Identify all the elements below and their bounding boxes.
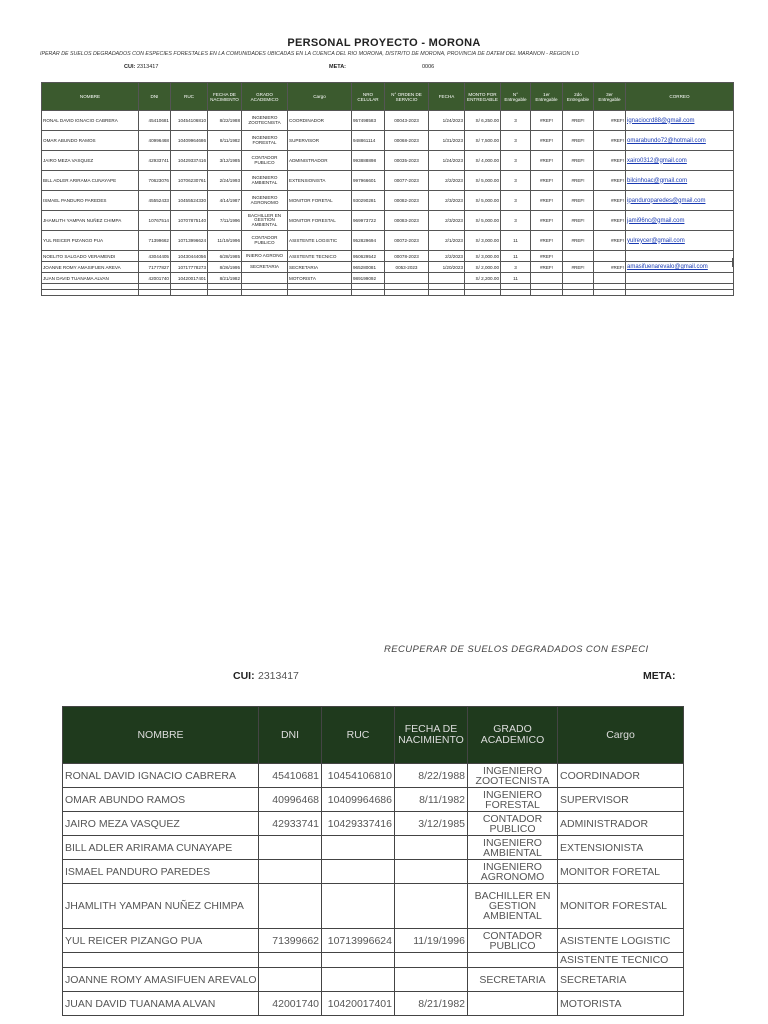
cell-fecha: 1/20/2023 — [429, 262, 465, 273]
cell-nombre: JAIRO MEZA VASQUEZ — [42, 151, 139, 171]
zoom-column-header: DNI — [259, 707, 322, 764]
cell-orden: 00078-2023 — [385, 251, 429, 262]
email-link[interactable]: amasifuenarevalo@gmail.com — [626, 262, 734, 273]
column-header: N° Entregable — [501, 83, 531, 111]
table-row — [42, 273, 734, 284]
cell-nent: 3 — [501, 131, 531, 151]
cell-cel: 930290281 — [352, 191, 385, 211]
zoom-cell-cargo: MONITOR FORESTAL — [558, 884, 684, 929]
cell-nac: 3/12/1985 — [208, 151, 242, 171]
cell-nent: 3 — [501, 191, 531, 211]
column-header: N° ORDEN DE SERVICIO — [385, 83, 429, 111]
cell-nac: 8/21/1982 — [208, 273, 242, 284]
cell-e1: #REF! — [531, 111, 563, 131]
zoom-cell-nombre: JAIRO MEZA VASQUEZ — [63, 812, 259, 836]
cell-e3: #REF! — [594, 151, 626, 171]
zoom-table-row — [63, 884, 684, 929]
zoom-cell-nac: 8/11/1982 — [395, 788, 468, 812]
email-link[interactable]: bilcinhoac@gmail.com — [626, 171, 734, 191]
zoom-meta-label: META: — [643, 670, 676, 682]
table-row — [42, 211, 734, 231]
zoom-table-row — [63, 812, 684, 836]
zoom-cui-label: CUI: — [233, 670, 255, 682]
cell-cel: 969973722 — [352, 211, 385, 231]
cell-grado: INGENIERO ZOOTECNISTA — [242, 111, 288, 131]
cell-nent: 3 — [501, 262, 531, 273]
cell-cel: 993888898 — [352, 151, 385, 171]
cell-nombre: YUL REICER PIZANGO PUA — [42, 231, 139, 251]
zoom-cell-nac — [395, 884, 468, 929]
cell-grado: INIERO AGRONO — [242, 251, 288, 262]
zoom-cell-nombre — [63, 953, 259, 968]
cell-monto: S/ 3,000.00 — [465, 231, 501, 251]
cell-grado: INGENIERO FORESTAL — [242, 131, 288, 151]
zoom-cell-ruc: 10409964686 — [322, 788, 395, 812]
cell-orden: 00083-2023 — [385, 211, 429, 231]
cell-nombre: JOANNE ROMY AMASIFUEN AREVA — [42, 262, 139, 273]
cui-label: CUI: — [124, 64, 136, 70]
cell-e2: #REF! — [563, 211, 594, 231]
cell-cel: 965280081 — [352, 262, 385, 273]
email-link[interactable]: omarabundo72@hotmail.com — [626, 131, 734, 151]
column-header: GRADO ACADEMICO — [242, 83, 288, 111]
cell-monto: S/ 6,250.00 — [465, 111, 501, 131]
cell-fecha: 2/1/2023 — [429, 231, 465, 251]
zoom-subtitle: RECUPERAR DE SUELOS DEGRADADOS CON ESPECI — [384, 644, 649, 655]
zoom-cell-nac — [395, 836, 468, 860]
cell-fecha: 2/3/2023 — [429, 211, 465, 231]
zoom-cell-ruc: 10429337416 — [322, 812, 395, 836]
cell-monto: S/ 3,000.00 — [465, 251, 501, 262]
cell-cargo: MONITOR FORETAL — [288, 191, 352, 211]
cell-dni: 45410681 — [139, 111, 171, 131]
cell-e3: #REF! — [594, 191, 626, 211]
zoom-column-header: GRADO ACADEMICO — [468, 707, 558, 764]
cell-dni: 70623076 — [139, 171, 171, 191]
cell-nac: 7/11/1996 — [208, 211, 242, 231]
zoom-cell-grado: CONTADOR PUBLICO — [468, 929, 558, 953]
zoom-cell-ruc: 10713996624 — [322, 929, 395, 953]
cell-nent: 3 — [501, 171, 531, 191]
table-header-row — [42, 83, 734, 111]
cell-e3: #REF! — [594, 131, 626, 151]
cell-cargo: ASISTENTE TECNICO — [288, 251, 352, 262]
cell-e2: #REF! — [563, 231, 594, 251]
column-header: NRO CELULAR — [352, 83, 385, 111]
cell-e1: #REF! — [531, 191, 563, 211]
cell-orden: 0053-2023 — [385, 262, 429, 273]
column-header: 1er Entregable — [531, 83, 563, 111]
cell-cargo: EXTENSIONISTA — [288, 171, 352, 191]
zoom-cell-cargo: ADMINISTRADOR — [558, 812, 684, 836]
meta-label: META: — [329, 64, 347, 70]
zoom-cell-grado — [468, 992, 558, 1016]
zoom-cell-nac: 8/21/1982 — [395, 992, 468, 1016]
cell-nombre: BILL ADLER ARIRAMA CUNAYAPE — [42, 171, 139, 191]
zoom-cell-grado: BACHILLER EN GESTION AMBIENTAL — [468, 884, 558, 929]
cell-e1: #REF! — [531, 211, 563, 231]
zoom-cell-nombre: YUL REICER PIZANGO PUA — [63, 929, 259, 953]
cell-cargo: MOTORISTA — [288, 273, 352, 284]
cell-monto: S/ 5,000.00 — [465, 191, 501, 211]
cell-cargo: SECRETARIA — [288, 262, 352, 273]
zoom-header-row — [63, 707, 684, 764]
cell-orden: 00082-2023 — [385, 191, 429, 211]
cell-cargo: ASISTENTE LOGISTIC — [288, 231, 352, 251]
zoom-cell-dni: 42001740 — [259, 992, 322, 1016]
cell-e2: #REF! — [563, 262, 594, 273]
column-header: RUC — [171, 83, 208, 111]
cell-ruc: 10707875140 — [171, 211, 208, 231]
zoom-cell-dni — [259, 836, 322, 860]
cell-e1: #REF! — [531, 151, 563, 171]
cell-e3 — [594, 251, 626, 262]
cell-orden: 00072-2023 — [385, 231, 429, 251]
cell-cel: 957498583 — [352, 111, 385, 131]
cell-nac: 8/26/1995 — [208, 262, 242, 273]
table-row — [42, 191, 734, 211]
cell-e3: #REF! — [594, 211, 626, 231]
zoom-column-header: RUC — [322, 707, 395, 764]
cell-nent: 3 — [501, 151, 531, 171]
cell-orden — [385, 273, 429, 284]
zoom-cell-nombre: BILL ADLER ARIRAMA CUNAYAPE — [63, 836, 259, 860]
cell-ruc: 10409964686 — [171, 131, 208, 151]
cell-nombre: JHAMLITH YAMPAN NUÑEZ CHIMPA — [42, 211, 139, 231]
table-row — [42, 151, 734, 171]
zoom-cell-cargo: MOTORISTA — [558, 992, 684, 1016]
cell-dni: 42001740 — [139, 273, 171, 284]
zoom-cell-dni: 45410681 — [259, 764, 322, 788]
cell-monto: S/ 2,200.00 — [465, 273, 501, 284]
cell-nac: 2/24/1993 — [208, 171, 242, 191]
cell-e2: #REF! — [563, 111, 594, 131]
cell-dni: 10767514 — [139, 211, 171, 231]
zoom-cell-dni — [259, 968, 322, 992]
zoom-cell-dni: 42933741 — [259, 812, 322, 836]
cell-ruc: 10454106810 — [171, 111, 208, 131]
zoom-cell-ruc — [322, 968, 395, 992]
cell-nac: 4/14/1987 — [208, 191, 242, 211]
email-link[interactable]: xairo0312@gmail.com — [626, 151, 734, 171]
zoom-cell-grado: INGENIERO FORESTAL — [468, 788, 558, 812]
zoom-cell-dni: 71399662 — [259, 929, 322, 953]
cell-cel: 950629542 — [352, 251, 385, 262]
cell-monto: S/ 4,000.00 — [465, 151, 501, 171]
cell-orden: 00077-2023 — [385, 171, 429, 191]
cell-cel: 989199092 — [352, 273, 385, 284]
cell-cel: 997966601 — [352, 171, 385, 191]
cell-ruc: 10706230761 — [171, 171, 208, 191]
cell-ruc: 10455524330 — [171, 191, 208, 211]
cell-orden: 00068-2023 — [385, 131, 429, 151]
zoom-cell-cargo: SUPERVISOR — [558, 788, 684, 812]
zoom-cell-dni: 40996468 — [259, 788, 322, 812]
column-header: DNI — [139, 83, 171, 111]
zoom-cell-dni — [259, 953, 322, 968]
email-link[interactable]: yulreycer@gmail.com — [626, 231, 734, 251]
cell-fecha: 2/3/2023 — [429, 191, 465, 211]
cell-nombre: RONAL DAVID IGNACIO CABRERA — [42, 111, 139, 131]
cell-e1: #REF! — [531, 131, 563, 151]
zoom-cell-grado: INGENIERO AMBIENTAL — [468, 836, 558, 860]
cell-nent: 11 — [501, 273, 531, 284]
cell-fecha: 1/31/2023 — [429, 131, 465, 151]
zoom-cui-value: 2313417 — [258, 670, 299, 682]
table-row — [42, 111, 734, 131]
zoom-table-row — [63, 968, 684, 992]
meta-value: 0006 — [422, 64, 435, 70]
column-header: NOMBRE — [42, 83, 139, 111]
cell-nac: 6/28/1985 — [208, 251, 242, 262]
zoom-cell-nombre: JHAMLITH YAMPAN NUÑEZ CHIMPA — [63, 884, 259, 929]
zoom-table-row — [63, 788, 684, 812]
zoom-cell-grado: SECRETARIA — [468, 968, 558, 992]
cui-value: 2313417 — [137, 64, 159, 70]
cell-orden: 00043-2023 — [385, 111, 429, 131]
cell-fecha — [429, 273, 465, 284]
email-link[interactable]: ipanduroparedes@gmail.com — [626, 191, 734, 211]
email-link[interactable]: jami96nc@gmail.com — [626, 211, 734, 231]
zoom-column-header: NOMBRE — [63, 707, 259, 764]
zoom-table-row — [63, 953, 684, 968]
cell-fecha: 2/2/2023 — [429, 251, 465, 262]
cell-ruc: 10420017401 — [171, 273, 208, 284]
cell-monto: S/ 7,500.00 — [465, 131, 501, 151]
table-edge-line — [732, 258, 733, 267]
zoom-cell-nac: 3/12/1985 — [395, 812, 468, 836]
zoom-table-row — [63, 764, 684, 788]
cell-dni: 71399662 — [139, 231, 171, 251]
cell-e3: #REF! — [594, 111, 626, 131]
cell-nombre: OMAR ABUNDO RAMOS — [42, 131, 139, 151]
zoom-cell-cargo: EXTENSIONISTA — [558, 836, 684, 860]
cell-grado: CONTADOR PUBLICO — [242, 231, 288, 251]
zoom-cell-ruc — [322, 953, 395, 968]
column-header: 3er Entregable — [594, 83, 626, 111]
table-row — [42, 231, 734, 251]
column-header: FECHA DE NACIMIENTO — [208, 83, 242, 111]
cell-grado — [242, 273, 288, 284]
zoom-cell-nac: 11/19/1996 — [395, 929, 468, 953]
cell-nent: 11 — [501, 231, 531, 251]
table-row — [42, 262, 734, 273]
cell-dni: 71777827 — [139, 262, 171, 273]
personnel-table — [41, 82, 734, 296]
cell-nombre: NOELITO SALGADO VERAMENDI — [42, 251, 139, 262]
cell-nombre: JUAN DAVID TUANAMA ALVAN — [42, 273, 139, 284]
cell-e2: #REF! — [563, 151, 594, 171]
cell-monto: S/ 5,000.00 — [465, 171, 501, 191]
cell-e3: #REF! — [594, 231, 626, 251]
column-header: FECHA — [429, 83, 465, 111]
zoomed-personnel-table — [62, 706, 684, 1016]
cell-nent: 3 — [501, 211, 531, 231]
cell-cargo: MONITOR FORESTAL — [288, 211, 352, 231]
zoom-cell-grado: CONTADOR PUBLICO — [468, 812, 558, 836]
cell-e1: #REF! — [531, 262, 563, 273]
cell-monto: S/ 2,000.00 — [465, 262, 501, 273]
zoom-cell-nombre: JUAN DAVID TUANAMA ALVAN — [63, 992, 259, 1016]
cell-cargo: COORDINADOR — [288, 111, 352, 131]
cell-fecha: 1/24/2023 — [429, 111, 465, 131]
zoom-cell-cargo: COORDINADOR — [558, 764, 684, 788]
cell-e3: #REF! — [594, 262, 626, 273]
cell-orden: 00035-2023 — [385, 151, 429, 171]
zoom-cell-cargo: SECRETARIA — [558, 968, 684, 992]
cell-grado: BACHILLER EN GESTION AMBIENTAL — [242, 211, 288, 231]
cell-ruc: 10430444056 — [171, 251, 208, 262]
email-link — [626, 251, 734, 262]
cell-dni: 42933741 — [139, 151, 171, 171]
cell-e2: #REF! — [563, 191, 594, 211]
zoom-cell-ruc — [322, 836, 395, 860]
zoom-cell-nombre: JOANNE ROMY AMASIFUEN AREVALO — [63, 968, 259, 992]
cell-nac: 8/11/1982 — [208, 131, 242, 151]
cell-fecha: 1/24/2023 — [429, 151, 465, 171]
cell-nac: 11/19/1996 — [208, 231, 242, 251]
cell-ruc: 10717778273 — [171, 262, 208, 273]
column-header: MONTO POR ENTREGABLE — [465, 83, 501, 111]
zoom-cell-nac — [395, 953, 468, 968]
cell-e1 — [531, 273, 563, 284]
cell-e3 — [594, 273, 626, 284]
zoom-cell-cargo: ASISTENTE TECNICO — [558, 953, 684, 968]
table-row — [42, 251, 734, 262]
cell-e2: #REF! — [563, 171, 594, 191]
cell-dni: 45552433 — [139, 191, 171, 211]
cell-nombre: ISMAEL PANDURO PAREDES — [42, 191, 139, 211]
zoom-cell-nombre: ISMAEL PANDURO PAREDES — [63, 860, 259, 884]
zoom-column-header: Cargo — [558, 707, 684, 764]
cell-e1: #REF! — [531, 171, 563, 191]
cell-e2 — [563, 273, 594, 284]
cell-cel: 948861114 — [352, 131, 385, 151]
cell-cel: 952829694 — [352, 231, 385, 251]
cell-grado: CONTADOR PUBLICO — [242, 151, 288, 171]
zoom-table-row — [63, 929, 684, 953]
zoom-table-row — [63, 860, 684, 884]
zoom-cell-grado — [468, 953, 558, 968]
cell-nent: 3 — [501, 111, 531, 131]
cell-ruc: 10713996624 — [171, 231, 208, 251]
cell-ruc: 10429337416 — [171, 151, 208, 171]
project-subtitle: IPERAR DE SUELOS DEGRADADOS CON ESPECIES FORESTALES EN LA COMUNIDADES UBICADAS EN LA CUENCA DEL RIO MORONA, DISTRITO DE MORONA, PROVINCIA DE DATEM DEL MARAÑON - REGION LO — [40, 51, 579, 57]
zoom-cell-cargo: MONITOR FORETAL — [558, 860, 684, 884]
cell-e1: #REF! — [531, 231, 563, 251]
zoom-cell-nac — [395, 860, 468, 884]
table-row — [42, 171, 734, 191]
zoom-cell-nombre: RONAL DAVID IGNACIO CABRERA — [63, 764, 259, 788]
cell-nent: 11 — [501, 251, 531, 262]
zoom-cell-ruc — [322, 884, 395, 929]
table-row — [42, 131, 734, 151]
cell-fecha: 2/2/2023 — [429, 171, 465, 191]
cell-e2 — [563, 251, 594, 262]
cell-e3: #REF! — [594, 171, 626, 191]
column-header: Cargo — [288, 83, 352, 111]
cell-dni: 40996468 — [139, 131, 171, 151]
empty-row — [42, 290, 734, 296]
zoom-cell-grado: INGENIERO AGRONOMO — [468, 860, 558, 884]
zoom-cell-cargo: ASISTENTE LOGISTIC — [558, 929, 684, 953]
zoom-cell-dni — [259, 860, 322, 884]
cell-e2: #REF! — [563, 131, 594, 151]
zoom-table-row — [63, 992, 684, 1016]
cell-nac: 8/22/1988 — [208, 111, 242, 131]
zoom-column-header: FECHA DE NACIMIENTO — [395, 707, 468, 764]
cell-cargo: SUPERVISOR — [288, 131, 352, 151]
zoom-cell-ruc: 10454106810 — [322, 764, 395, 788]
page-title: PERSONAL PROYECTO - MORONA — [287, 37, 481, 49]
zoom-cell-dni — [259, 884, 322, 929]
zoom-cell-ruc — [322, 860, 395, 884]
zoom-cell-nac — [395, 968, 468, 992]
column-header: 2do Entregable — [563, 83, 594, 111]
email-link — [626, 273, 734, 284]
cell-monto: S/ 5,000.00 — [465, 211, 501, 231]
cell-e1: #REF! — [531, 251, 563, 262]
cell-grado: INGENIERO AMBIENTAL — [242, 171, 288, 191]
zoom-cell-nac: 8/22/1988 — [395, 764, 468, 788]
column-header: CORREO — [626, 83, 734, 111]
zoom-cell-grado: INGENIERO ZOOTECNISTA — [468, 764, 558, 788]
zoom-cell-nombre: OMAR ABUNDO RAMOS — [63, 788, 259, 812]
cell-grado: SECRETARIA — [242, 262, 288, 273]
zoom-cell-ruc: 10420017401 — [322, 992, 395, 1016]
cell-cargo: ADMINISTRADOR — [288, 151, 352, 171]
email-link[interactable]: ignaciocrd88@gmail.com — [626, 111, 734, 131]
zoom-table-row — [63, 836, 684, 860]
cell-dni: 43044405 — [139, 251, 171, 262]
cell-grado: INGENIERO AGRONOMO — [242, 191, 288, 211]
